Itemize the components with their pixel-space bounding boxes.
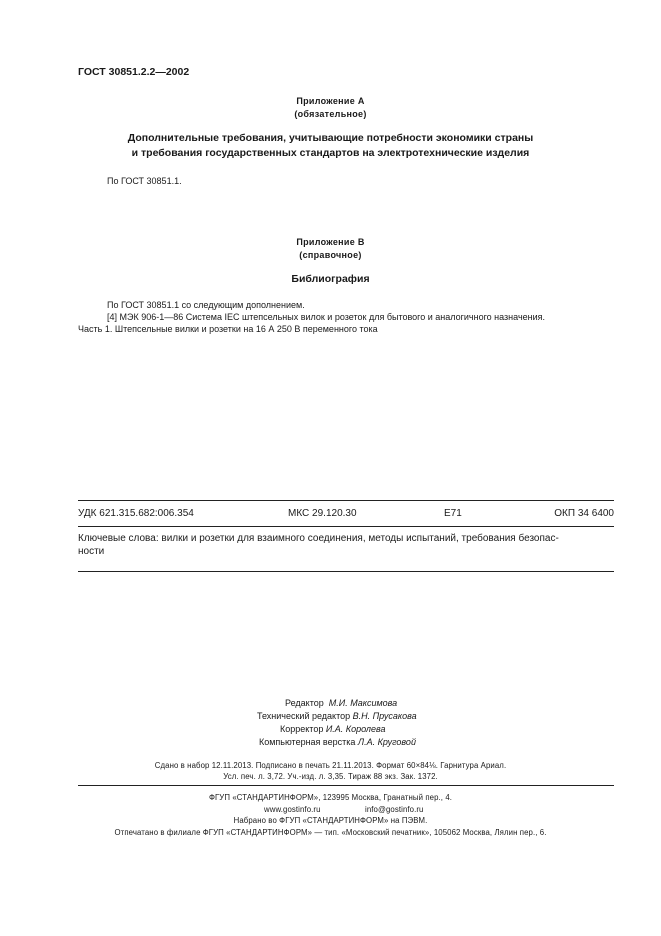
tech-editor-name: В.Н. Прусакова (352, 711, 417, 721)
printed-info: Отпечатано в филиале ФГУП «СТАНДАРТИНФОРМ» — тип. «Московский печатник», 105062 Москва, Лялин пер., 6. (114, 828, 547, 837)
okp-code: ОКП 34 6400 (554, 508, 614, 519)
layout-line (259, 737, 416, 747)
publisher-email[interactable]: info@gostinfo.ru (365, 805, 424, 814)
mks-code: МКС 29.120.30 (288, 508, 357, 519)
publisher-address: ФГУП «СТАНДАРТИНФОРМ», 123995 Москва, Гранатный пер., 4. (208, 793, 453, 802)
divider-bottom (78, 571, 614, 572)
annex-a-heading-line2: и требования государственных стандартов на электротехнические изделия (131, 147, 530, 159)
bibliography-entry: [4] МЭК 906-1—86 Система IEC штепсельных вилок и розеток для бытового и аналогичного назначения. (107, 312, 546, 322)
bibliography-heading: Библиография (291, 273, 370, 285)
divider-top (78, 500, 614, 501)
classification-code: Е71 (444, 508, 462, 519)
print-info-line1: Сдано в набор 12.11.2013. Подписано в печать 21.11.2013. Формат 60×84⅛. Гарнитура Ариал. (154, 761, 507, 770)
editor-line (285, 698, 397, 708)
divider-middle (78, 526, 614, 527)
corrector-label: Корректор (280, 724, 324, 734)
keywords-line2: ности (78, 546, 105, 557)
annex-a-text: По ГОСТ 30851.1. (107, 176, 182, 186)
layout-name: Л.А. Круговой (357, 737, 416, 747)
print-info-line2: Усл. печ. л. 3,72. Уч.-изд. л. 3,35. Тираж 88 экз. Зак. 1372. (223, 772, 438, 781)
annex-a-heading-line1: Дополнительные требования, учитывающие потребности экономики страны (127, 132, 534, 144)
tech-editor-label: Технический редактор (257, 711, 351, 721)
typeset-info: Набрано во ФГУП «СТАНДАРТИНФОРМ» на ПЭВМ. (233, 816, 428, 825)
udk-code: УДК 621.315.682:006.354 (78, 508, 194, 519)
tech-editor-line (257, 711, 417, 721)
corrector-line (280, 724, 386, 734)
annex-a-status: (обязательное) (294, 109, 367, 119)
publisher-website[interactable]: www.gostinfo.ru (264, 805, 321, 814)
bibliography-intro: По ГОСТ 30851.1 со следующим дополнением. (107, 300, 305, 310)
editor-name: М.И. Максимова (328, 698, 398, 708)
annex-b-title: Приложение В (296, 237, 365, 247)
divider-imprint (78, 785, 614, 786)
editor-label: Редактор (285, 698, 324, 708)
bibliography-entry-continued: Часть 1. Штепсельные вилки и розетки на 16 А 250 В переменного тока (78, 324, 378, 334)
annex-b-status: (справочное) (299, 250, 362, 260)
layout-label: Компьютерная верстка (259, 737, 356, 747)
document-header: ГОСТ 30851.2.2—2002 (78, 66, 190, 78)
keywords-line1: Ключевые слова: вилки и розетки для взаимного соединения, методы испытаний, требования безопас- (78, 533, 559, 544)
annex-a-title: Приложение А (296, 96, 365, 106)
corrector-name: И.А. Королева (325, 724, 386, 734)
